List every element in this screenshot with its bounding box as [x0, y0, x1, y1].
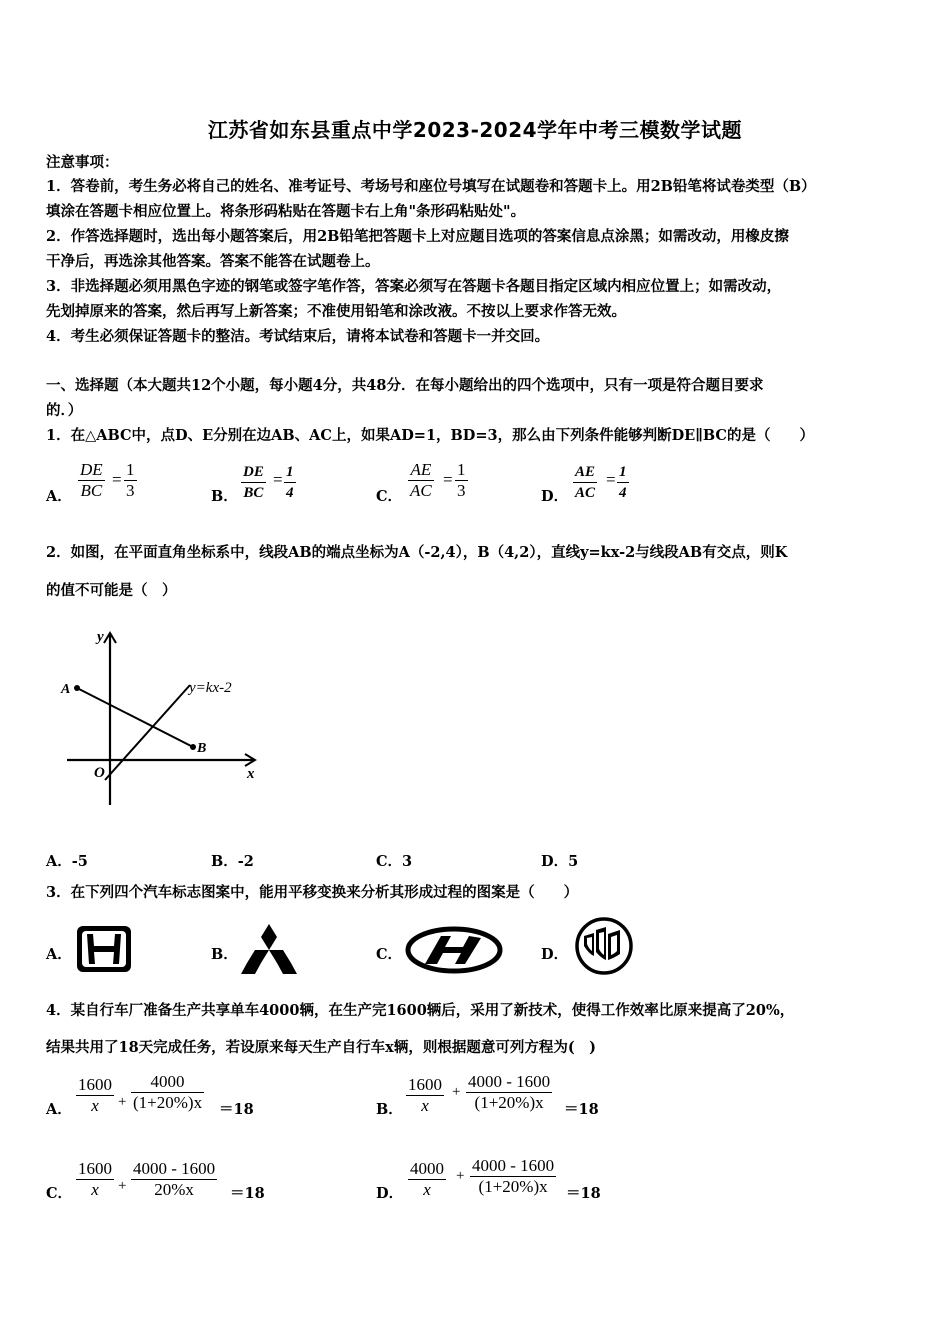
- q2-option-c: C．3: [376, 853, 413, 870]
- point-a-label: A: [61, 682, 71, 697]
- q4-option-c-rhs: ＝18: [230, 1185, 265, 1202]
- q4-option-a-rhs: ＝18: [219, 1101, 254, 1118]
- point-b-label: B: [197, 741, 207, 756]
- q2-option-a: A．-5: [46, 853, 88, 870]
- notice-line: 2．作答选择题时，选出每小题答案后，用2B铅笔把答题卡上对应题目选项的答案信息点涂黑；如需改动，用橡皮擦: [46, 228, 789, 245]
- origin-label: O: [94, 765, 105, 781]
- question-1-stem: 1．在△ABC中，点D、E分别在边AB、AC上，如果AD=1，BD=3，那么由下列条件能够判断DE∥BC的是（ ）: [46, 427, 814, 444]
- q1-option-c-ratio: $\frac{1}{3}$: [457, 460, 466, 500]
- point-b: [190, 744, 196, 750]
- q3-option-letter: D．: [541, 946, 569, 963]
- equals-sign: =: [112, 470, 122, 489]
- q4-option-letter: A．: [46, 1101, 72, 1118]
- section-heading: 一、选择题（本大题共12个小题，每小题4分，共48分．在每小题给出的四个选项中，只有一项是符合题目要求: [46, 377, 764, 394]
- q4-option-letter: C．: [46, 1185, 73, 1202]
- q3-option-letter: C．: [376, 946, 403, 963]
- q4-option-d-fraction-2: $\frac{4000 - 1600}{(1+20\%)x}$: [472, 1156, 555, 1196]
- equals-sign: =: [273, 470, 283, 489]
- notice-line: 3．非选择题必须用黑色字迹的钢笔或签字笔作答，答案必须写在答题卡各题目指定区域内相应位置上；如需改动，: [46, 278, 782, 295]
- equals-sign: =: [606, 470, 616, 489]
- q4-option-d-fraction-1: $\frac{4000}{x}$: [410, 1159, 444, 1199]
- q4-option-d-rhs: ＝18: [566, 1185, 601, 1202]
- honda-logo-icon: [75, 924, 133, 974]
- q1-option-b-fraction: $\frac{DE}{BC}$: [243, 464, 264, 501]
- notice-heading: 注意事项：: [46, 154, 119, 171]
- q4-option-a-fraction-1: $\frac{1600}{x}$: [78, 1075, 112, 1115]
- q1-option-b-ratio: $\frac{1}{4}$: [286, 464, 294, 501]
- y-axis-label: y: [97, 629, 104, 645]
- q4-option-c-fraction-2: $\frac{4000 - 1600}{20\%x}$: [133, 1159, 216, 1199]
- point-a: [74, 685, 80, 691]
- q4-option-b-fraction-2: $\frac{4000 - 1600}{(1+20\%)x}$: [468, 1072, 551, 1112]
- hyundai-logo-icon: [405, 926, 503, 974]
- notice-line: 填涂在答题卡相应位置上。将条形码粘贴在答题卡右上角"条形码粘贴处"。: [46, 203, 526, 220]
- q4-option-b-rhs: ＝18: [564, 1101, 599, 1118]
- line-label: y=kx-2: [189, 680, 232, 696]
- q4-option-c-fraction-1: $\frac{1600}{x}$: [78, 1159, 112, 1199]
- q1-option-d-ratio: $\frac{1}{4}$: [619, 464, 627, 501]
- q2-option-b: B．-2: [211, 853, 254, 870]
- notice-line: 1．答卷前，考生务必将自己的姓名、准考证号、考场号和座位号填写在试题卷和答题卡上。用2B铅笔将试卷类型（B）: [46, 178, 816, 195]
- mitsubishi-logo-icon: [239, 922, 299, 976]
- coordinate-graph: [55, 625, 265, 810]
- buick-logo-icon: [574, 916, 634, 976]
- q4-option-letter: B．: [376, 1101, 403, 1118]
- q2-option-d: D．5: [541, 853, 579, 870]
- question-4-stem: 4．某自行车厂准备生产共享单车4000辆，在生产完1600辆后，采用了新技术，使得工作效率比原来提高了20%，: [46, 1002, 795, 1019]
- notice-line: 干净后，再选涂其他答案。答案不能答在试题卷上。: [46, 253, 380, 270]
- question-3-stem: 3．在下列四个汽车标志图案中，能用平移变换来分析其形成过程的图案是（ ）: [46, 884, 579, 901]
- notice-line: 4．考生必须保证答题卡的整洁。考试结束后，请将本试卷和答题卡一并交回。: [46, 328, 550, 345]
- page-title: 江苏省如东县重点中学2023-2024学年中考三模数学试题: [207, 118, 743, 142]
- q1-option-letter: A．: [46, 488, 72, 505]
- q1-option-letter: D．: [541, 488, 569, 505]
- section-heading-cont: 的．）: [46, 402, 83, 419]
- q1-option-a-ratio: $\frac{1}{3}$: [126, 460, 135, 500]
- q1-option-letter: B．: [211, 488, 238, 505]
- q4-option-letter: D．: [376, 1185, 404, 1202]
- notice-line: 先划掉原来的答案，然后再写上新答案；不准使用铅笔和涂改液。不按以上要求作答无效。: [46, 303, 626, 320]
- question-4-stem-cont: 结果共用了18天完成任务，若设原来每天生产自行车x辆，则根据题意可列方程为( ): [46, 1039, 597, 1056]
- segment-ab: [77, 688, 193, 747]
- q3-option-letter: B．: [211, 946, 238, 963]
- question-2-stem: 2．如图，在平面直角坐标系中，线段AB的端点坐标为A（-2,4），B（4,2），直线y=kx-2与线段AB有交点，则K: [46, 544, 788, 561]
- plus-sign: +: [118, 1178, 127, 1194]
- q1-option-letter: C．: [376, 488, 403, 505]
- q1-option-d-fraction: $\frac{AE}{AC}$: [575, 464, 596, 501]
- plus-sign: +: [118, 1094, 127, 1110]
- plus-sign: +: [452, 1084, 461, 1100]
- x-axis-label: x: [247, 766, 255, 782]
- q4-option-a-fraction-2: $\frac{4000}{(1+20\%)x}$: [133, 1072, 203, 1112]
- equals-sign: =: [443, 470, 453, 489]
- question-2-stem-cont: 的值不可能是（ ）: [46, 582, 177, 599]
- line-y-kx-2: [105, 685, 190, 780]
- q3-option-letter: A．: [46, 946, 72, 963]
- plus-sign: +: [456, 1168, 465, 1184]
- q1-option-a-fraction: $\frac{DE}{BC}$: [80, 460, 103, 500]
- q4-option-b-fraction-1: $\frac{1600}{x}$: [408, 1075, 442, 1115]
- q1-option-c-fraction: $\frac{AE}{AC}$: [410, 460, 432, 500]
